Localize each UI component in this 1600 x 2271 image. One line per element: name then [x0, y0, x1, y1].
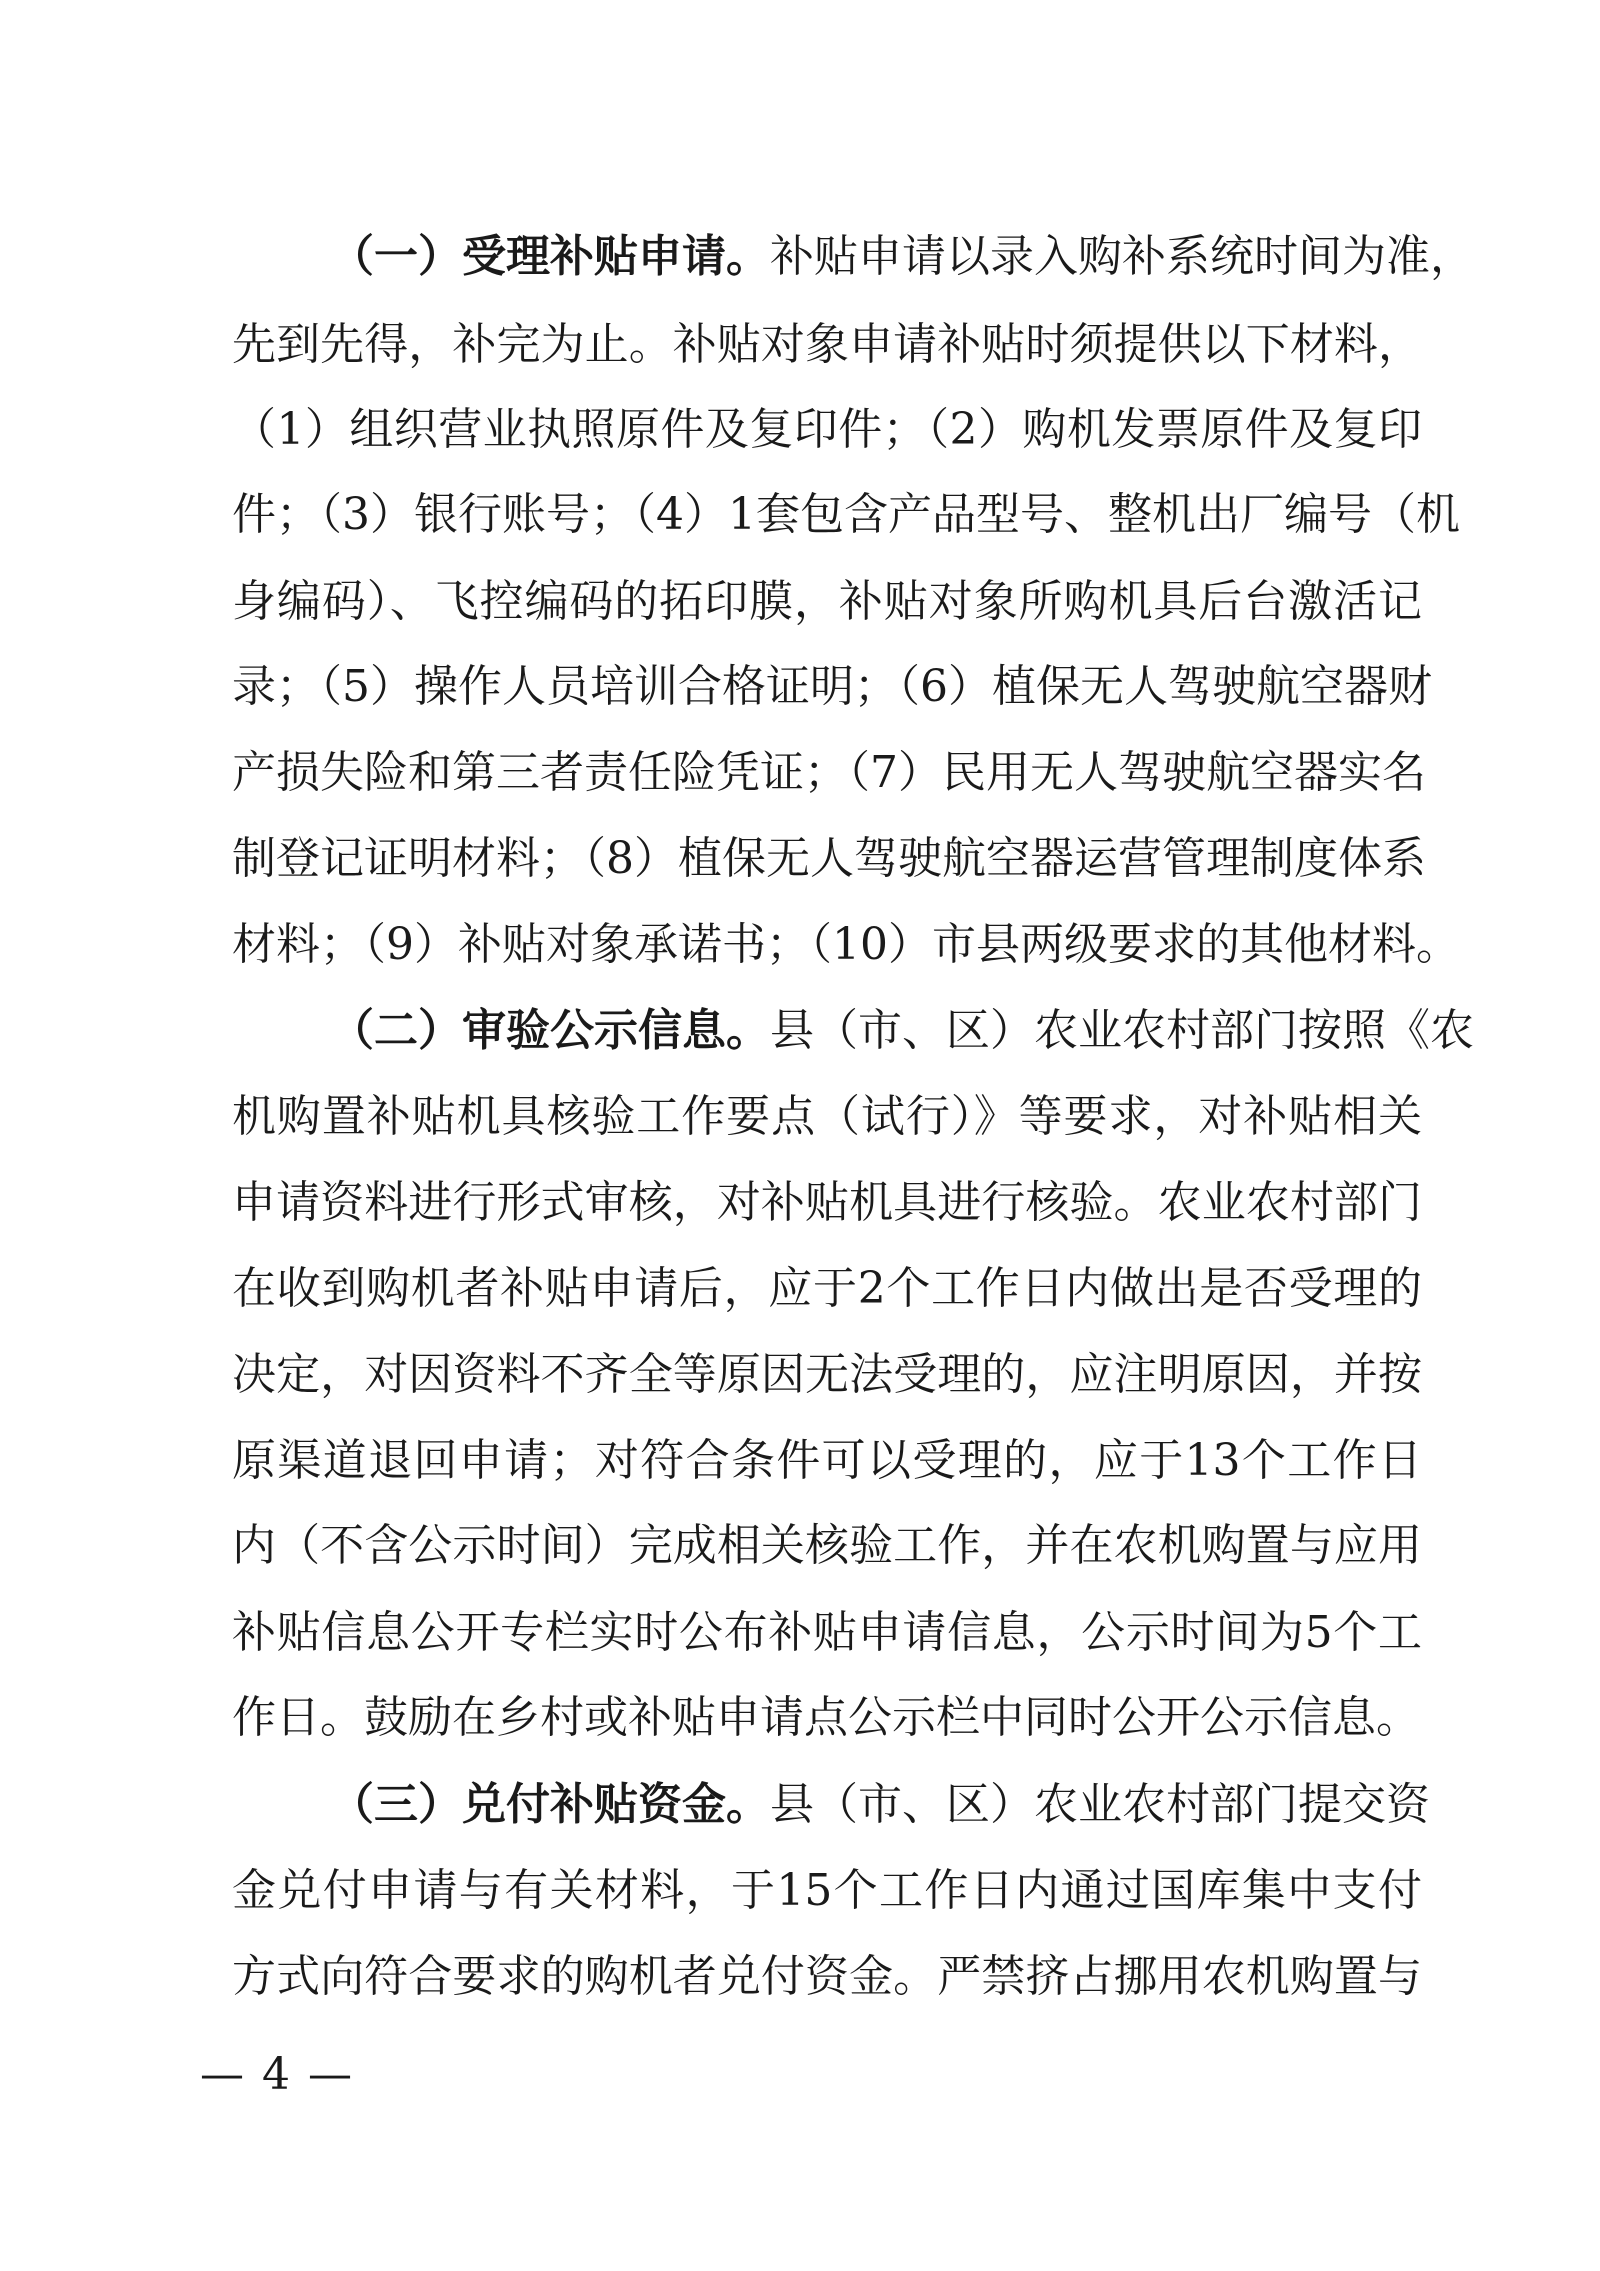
- section-1-first-line: [330, 231, 1474, 284]
- section-1-line-0: 补贴申请以录入购补系统时间为准，: [770, 231, 1474, 282]
- section-2-line-6: 内（不含公示时间）完成相关核验工作，并在农机购置与应用: [232, 1520, 1422, 1571]
- section-3-line-2: 方式向符合要求的购机者兑付资金。严禁挤占挪用农机购置与: [232, 1951, 1422, 2002]
- section-2-heading: （二）审验公示信息。: [330, 1005, 770, 1056]
- section-1-line-4: 身编码）、飞控编码的拓印膜，补贴对象所购机具后台激活记: [232, 576, 1422, 627]
- section-1-line-5: 录；（5）操作人员培训合格证明；（6）植保无人驾驶航空器财: [232, 661, 1432, 712]
- section-2-line-2: 申请资料进行形式审核，对补贴机具进行核验。农业农村部门: [232, 1177, 1422, 1228]
- section-1-line-6: 产损失险和第三者责任险凭证；（7）民用无人驾驶航空器实名: [232, 747, 1426, 798]
- section-2-line-3: 在收到购机者补贴申请后，应于2个工作日内做出是否受理的: [232, 1263, 1422, 1314]
- page-number: — 4 —: [200, 2049, 354, 2100]
- section-2-line-5: 原渠道退回申请；对符合条件可以受理的，应于13个工作日: [232, 1435, 1422, 1486]
- section-3-line-0: 县（市、区）农业农村部门提交资: [770, 1779, 1430, 1830]
- section-3-line-1: 金兑付申请与有关材料，于15个工作日内通过国库集中支付: [232, 1865, 1422, 1916]
- section-2-line-1: 机购置补贴机具核验工作要点（试行）》等要求，对补贴相关: [232, 1091, 1422, 1142]
- section-3-first-line: [330, 1779, 1430, 1832]
- section-1-line-3: 件；（3）银行账号；（4）1套包含产品型号、整机出厂编号（机: [232, 489, 1460, 540]
- section-2-first-line: [330, 1005, 1474, 1058]
- section-2-line-7: 补贴信息公开专栏实时公布补贴申请信息，公示时间为5个工: [232, 1607, 1422, 1658]
- section-1-line-8: 材料；（9）补贴对象承诺书；（10）市县两级要求的其他材料。: [232, 919, 1460, 970]
- section-1-line-7: 制登记证明材料；（8）植保无人驾驶航空器运营管理制度体系: [232, 833, 1426, 884]
- section-2-line-0: 县（市、区）农业农村部门按照《农: [770, 1005, 1474, 1056]
- section-3-heading: （三）兑付补贴资金。: [330, 1779, 770, 1830]
- section-1-line-2: （1）组织营业执照原件及复印件；（2）购机发票原件及复印: [232, 404, 1422, 455]
- section-1-line-1: 先到先得，补完为止。补贴对象申请补贴时须提供以下材料，: [232, 319, 1422, 370]
- section-1-heading: （一）受理补贴申请。: [330, 231, 770, 282]
- section-2-line-8: 作日。鼓励在乡村或补贴申请点公示栏中同时公开公示信息。: [232, 1692, 1420, 1743]
- section-2-line-4: 决定，对因资料不齐全等原因无法受理的，应注明原因，并按: [232, 1349, 1422, 1400]
